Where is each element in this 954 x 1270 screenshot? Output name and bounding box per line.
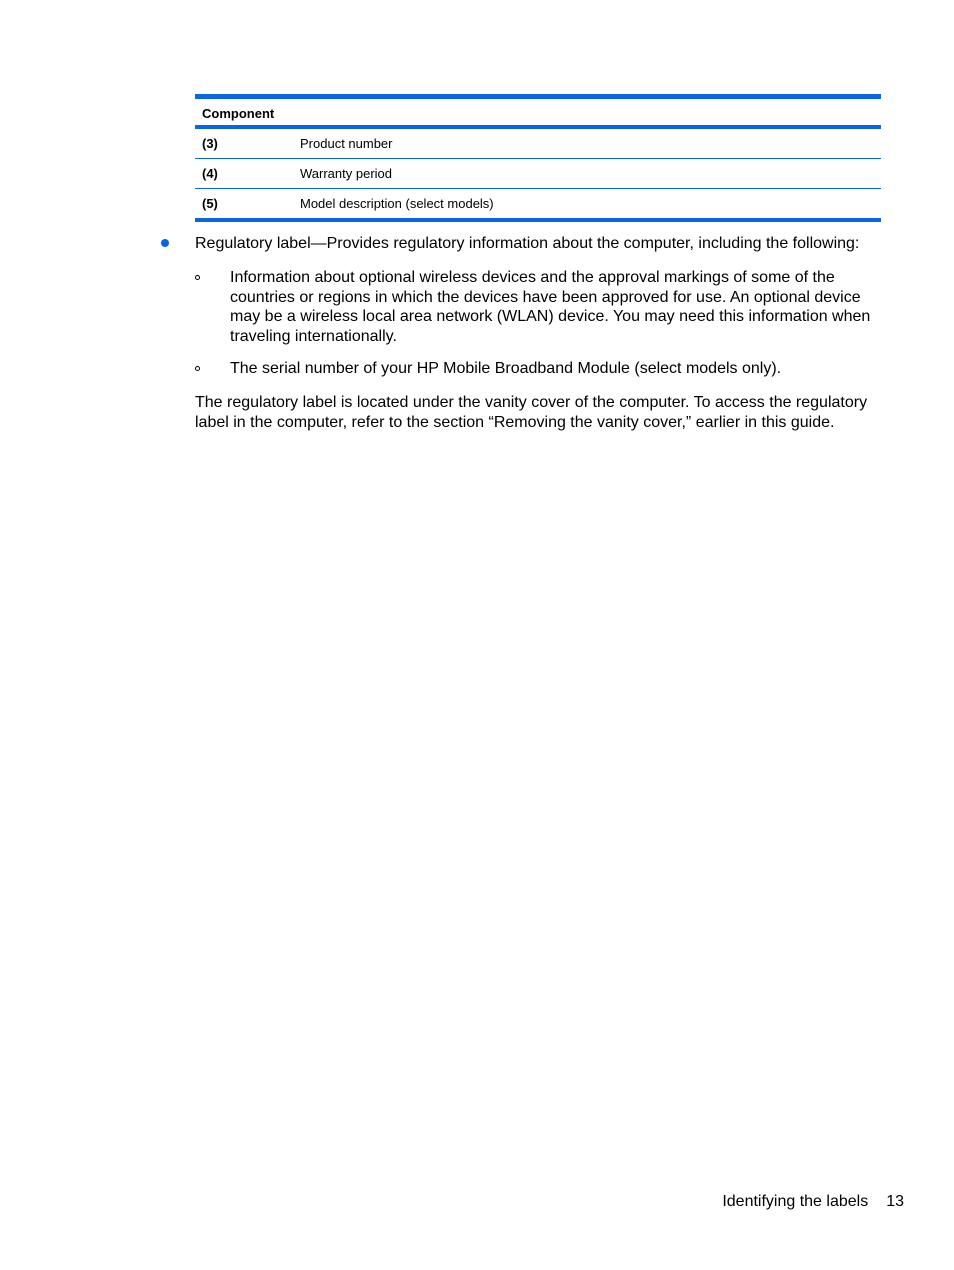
row-number: (5)	[195, 189, 293, 221]
footer-section-title: Identifying the labels	[722, 1193, 869, 1210]
row-number: (4)	[195, 159, 293, 189]
row-number: (3)	[195, 127, 293, 159]
bullet-dot-icon	[161, 239, 169, 247]
row-label: Product number	[293, 127, 881, 159]
row-label: Warranty period	[293, 159, 881, 189]
component-table	[195, 94, 881, 222]
table-row	[195, 159, 881, 189]
row-label: Model description (select models)	[293, 189, 881, 221]
table-row	[195, 189, 881, 221]
bullet-regulatory-label: Regulatory label—Provides regulatory information about the computer, including the following:	[195, 235, 860, 252]
sub-item-wireless-info: Information about optional wireless devices and the approval markings of some of the countries or regions in which the devices have been approved for use. An optional device may be a wireless local area network (WLAN) device. You may need this information when traveling internationally.	[230, 269, 871, 345]
page-footer	[690, 1192, 904, 1211]
table-row	[195, 127, 881, 159]
sub-bullet-circle-icon	[195, 275, 200, 280]
column-header-component: Component	[195, 97, 881, 128]
sub-bullet-circle-icon	[195, 366, 200, 371]
sub-item-serial-number: The serial number of your HP Mobile Broadband Module (select models only).	[230, 360, 782, 377]
regulatory-label-location-note: The regulatory label is located under the vanity cover of the computer. To access the regulatory label in the computer, refer to the section “Removing the vanity cover,” earlier in this guide.	[195, 394, 868, 431]
page-number: 13	[886, 1193, 904, 1210]
table-header-row	[195, 97, 881, 128]
